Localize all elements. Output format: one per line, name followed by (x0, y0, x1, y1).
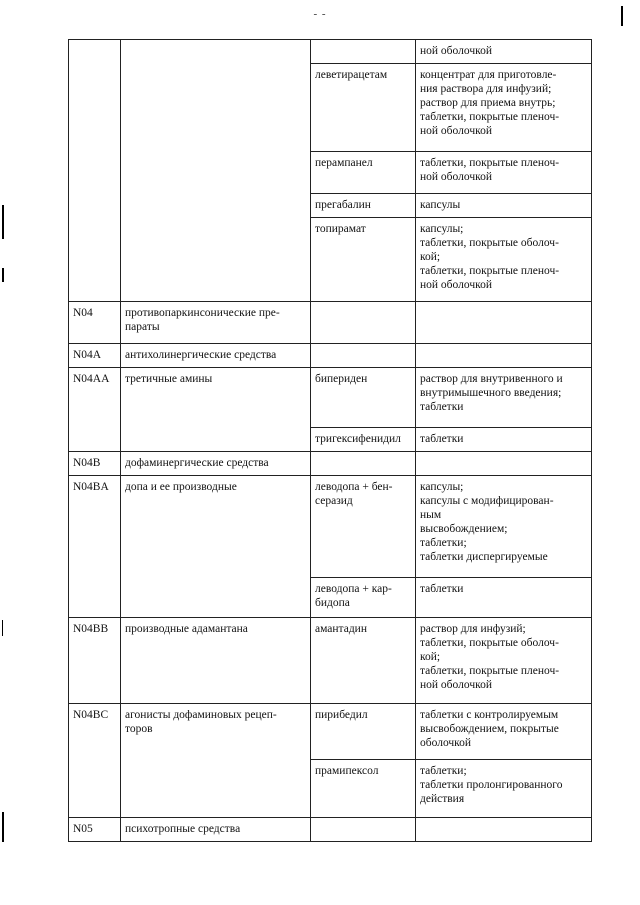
group-name-cell: агонисты дофаминовых рецеп- торов (121, 704, 311, 818)
dosage-forms-cell (416, 452, 592, 476)
table-row (69, 344, 592, 368)
drug-name-cell (311, 302, 416, 344)
atc-code-cell: N04AA (69, 368, 121, 452)
drug-name-cell (311, 818, 416, 842)
table-row (69, 368, 592, 428)
dosage-forms-cell: таблетки; таблетки пролонгированного действия (416, 760, 592, 818)
drug-name-cell: бипериден (311, 368, 416, 428)
dosage-forms-cell: ной оболочкой (416, 40, 592, 64)
group-name-cell (121, 40, 311, 302)
group-name-cell: допа и ее производные (121, 476, 311, 618)
table-row (69, 818, 592, 842)
drug-name-cell: прамипексол (311, 760, 416, 818)
drug-name-cell: перампанел (311, 152, 416, 194)
drug-name-cell: прегабалин (311, 194, 416, 218)
dosage-forms-cell: раствор для внутривенного и внутримышечного введения; таблетки (416, 368, 592, 428)
scan-edge-mark (2, 268, 4, 282)
dosage-forms-cell: концентрат для приготовле- ния раствора для инфузий; раствор для приема внутрь; таблетки, покрытые пленоч- ной оболочкой (416, 64, 592, 152)
drug-name-cell: топирамат (311, 218, 416, 302)
table-row (69, 452, 592, 476)
group-name-cell: третичные амины (121, 368, 311, 452)
dosage-forms-cell: капсулы; капсулы с модифицирован- ным высвобождением; таблетки; таблетки диспергируемые (416, 476, 592, 578)
group-name-cell: производные адамантана (121, 618, 311, 704)
drug-name-cell: леветирацетам (311, 64, 416, 152)
group-name-cell: антихолинергические средства (121, 344, 311, 368)
group-name-cell: дофаминергические средства (121, 452, 311, 476)
drug-name-cell: пирибедил (311, 704, 416, 760)
group-name-cell: психотропные средства (121, 818, 311, 842)
scan-edge-mark (621, 6, 623, 26)
scan-edge-mark (2, 620, 3, 636)
drug-name-cell: леводопа + кар- бидопа (311, 578, 416, 618)
atc-code-cell: N04A (69, 344, 121, 368)
dosage-forms-cell: раствор для инфузий; таблетки, покрытые оболоч- кой; таблетки, покрытые пленоч- ной оболочкой (416, 618, 592, 704)
atc-code-cell: N04 (69, 302, 121, 344)
table-row (69, 40, 592, 64)
drug-name-cell: леводопа + бен- серазид (311, 476, 416, 578)
table-row (69, 302, 592, 344)
dosage-forms-cell (416, 302, 592, 344)
page-number: - - (313, 8, 327, 20)
scan-edge-mark (2, 205, 4, 239)
scan-edge-mark (2, 812, 4, 842)
atc-code-cell: N04B (69, 452, 121, 476)
drug-list-table (68, 39, 592, 842)
dosage-forms-cell: таблетки (416, 578, 592, 618)
group-name-cell: противопаркинсонические пре- параты (121, 302, 311, 344)
atc-code-cell: N05 (69, 818, 121, 842)
dosage-forms-cell: таблетки (416, 428, 592, 452)
atc-code-cell (69, 40, 121, 302)
drug-name-cell (311, 452, 416, 476)
dosage-forms-cell: таблетки с контролируемым высвобождением, покрытые оболочкой (416, 704, 592, 760)
table-row (69, 476, 592, 578)
table-row (69, 704, 592, 760)
drug-name-cell (311, 344, 416, 368)
dosage-forms-cell: таблетки, покрытые пленоч- ной оболочкой (416, 152, 592, 194)
atc-code-cell: N04BB (69, 618, 121, 704)
table-row (69, 618, 592, 704)
atc-code-cell: N04BA (69, 476, 121, 618)
drug-name-cell: тригексифенидил (311, 428, 416, 452)
drug-name-cell: амантадин (311, 618, 416, 704)
dosage-forms-cell: капсулы; таблетки, покрытые оболоч- кой; таблетки, покрытые пленоч- ной оболочкой (416, 218, 592, 302)
dosage-forms-cell (416, 344, 592, 368)
dosage-forms-cell: капсулы (416, 194, 592, 218)
dosage-forms-cell (416, 818, 592, 842)
atc-code-cell: N04BC (69, 704, 121, 818)
drug-name-cell (311, 40, 416, 64)
